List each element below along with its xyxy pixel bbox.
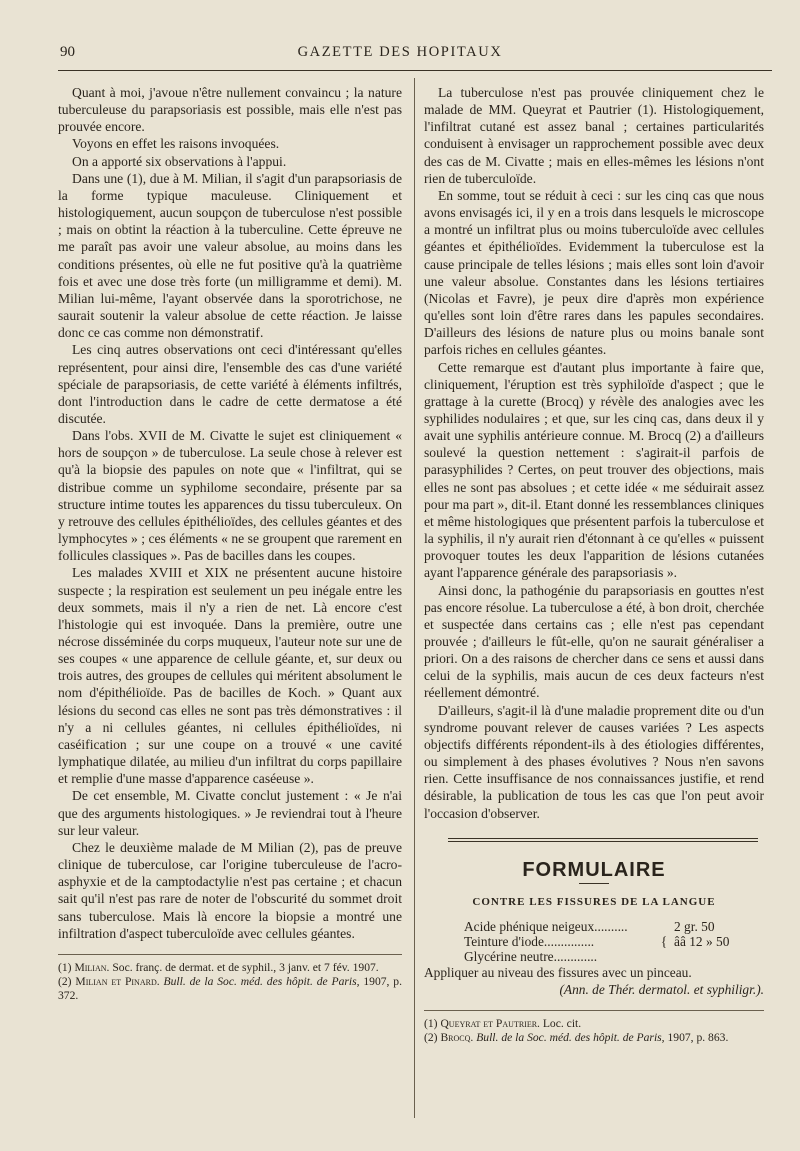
page-number: 90: [60, 44, 75, 60]
formulaire-source: (Ann. de Thér. dermatol. et syphiligr.).: [559, 982, 764, 998]
dose: ââ 12 » 50: [674, 934, 730, 950]
paragraph: Ainsi donc, la pathogénie du parapsoriasis en gouttes n'est pas encore résolue. La tuberculose a été, à bon droit, cherchée et suspectée dans certains cas ; elle n'est pas cependant prouvée ; d'ailleurs le fût-elle, qu'on ne saurait généraliser a priori. On a des raisons de chercher dans ce sens et aussi dans celui de la syphilis, mais aucun de ces deux facteurs n'est réellement démontré.: [424, 582, 764, 701]
column-divider: [414, 78, 415, 1118]
formulaire-instruction: Appliquer au niveau des fissures avec un pinceau.: [424, 965, 692, 981]
paragraph: La tuberculose n'est pas prouvée cliniquement chez le malade de MM. Queyrat et Pautrier (1). Histologiquement, l'infiltrat cutané est assez banal ; certaines particularités conduisent à envisager un rapprochement possible avec deux des cas de M. Civatte ; mais en elles-mêmes les lésions n'ont rien de tuberculoïde.: [424, 85, 764, 186]
paragraph: Cette remarque est d'autant plus importante à faire que, cliniquement, l'éruption est très syphiloïde d'aspect ; que le grattage à la curette (Brocq) y révèle des analogies avec les syphilides nodulaires ; et que, sur les cinq cas, dans deux il y avait une syphilis antérieure connue. M. Brocq (2) a d'ailleurs soulevé la question nettement : s'agirait-il parfois de parasyphilides ? Certes, on peut trouver des objections, mais elles ne sont pas absolues ; et cette idée « me séduirait assez pour ma part », dit-il. Etant donné les ressemblances cliniques et même histologiques que présentent parfois la tuberculose et la syphilis, il n'y aurait rien d'étonnant à ce qu'elles « puissent provoquer toutes les deux l'apparition de lésions cutanées ayant l'apparence générale des parapsoriasis ».: [424, 359, 764, 581]
running-title: GAZETTE DES HOPITAUX: [297, 44, 503, 60]
ingredient: Teinture d'iode...............: [464, 934, 595, 950]
paragraph: D'ailleurs, s'agit-il là d'une maladie proprement dite ou d'un syndrome pouvant relever de causes variées ? Les aspects objectifs différents répondent-ils à des étiologies différentes, ou simplement à des phases évolutives ? Nous n'en savons rien. Cette insuffisance de nos connaissances justifie, et rend désirable, la publication de tous les cas que l'on peut avoir l'occasion d'observer.: [424, 702, 764, 821]
ingredient: Glycérine neutre.............: [464, 949, 598, 965]
paragraph: Voyons en effet les raisons invoquées.: [72, 136, 280, 152]
left-column: [58, 84, 402, 1003]
paragraph: De cet ensemble, M. Civatte conclut justement : « Je n'ai que des arguments histologiques. » Je reviendrai tout à l'heure sur leur valeur.: [58, 788, 402, 838]
right-column: [424, 84, 764, 1045]
footnote-rule: [424, 1010, 764, 1011]
paragraph: Les malades XVIII et XIX ne présentent aucune histoire suspecte ; la respiration est seulement un peu inégale entre les deux sommets, mais il n'y a rien de net. Là encore c'est l'histologie qui est invoquée. Dans la première, outre une nécrose disséminée du corps muqueux, l'auteur note sur une de ses coupes « une apparence de cellule géante, et, sur deux ou trois autres, des groupes de cellules qui méritent absolument le nom d'épithélioïde. Pas de bacilles de Koch. » Quant aux lésions du second cas elles ne sont pas très démonstratives : il n'y a ni cellules géantes, ni cellules épithélioïdes, ni caséification ; sur une coupe on a trouvé « une cavité lymphatique dilatée, au milieu d'un infiltrat du corps papillaire et remplie d'une masse d'apparence caséeuse ».: [58, 565, 402, 787]
paragraph: Chez le deuxième malade de M Milian (2), pas de preuve clinique de tuberculose, car l'origine tuberculeuse de l'acro-asphyxie et de la camptodactylie n'est pas certaine ; et chacun sait qu'il n'est pas rare de noter de l'obscurité du sommet droit sans tuberculose. Mais là encore la biopsie a montré une infiltration d'aspect tuberculoïde avec cellules géantes.: [58, 839, 402, 941]
dose: 2 gr. 50: [674, 919, 715, 935]
footnote-rule: [58, 954, 402, 955]
section-divider: [448, 838, 758, 842]
paragraph: Dans une (1), due à M. Milian, il s'agit d'un parapsoriasis de la forme typique maculeuse. Cliniquement et histologiquement, aucun soupçon de tuberculose n'est possible ; mais on obtint la réaction à la tuberculine. Cette épreuve ne me paraît pas avoir une valeur absolue, au moins dans les conditions présentes, où elle ne fut positive qu'à la quatrième fois et avec une dose très forte (un milligramme et demi). M. Milian lui-même, l'ayant observée dans la sporotrichose, ne saurait soutenir la valeur absolue de cette réaction. Je laisse donc ce cas comme non démonstratif.: [58, 170, 402, 341]
formulaire-subtitle: CONTRE LES FISSURES DE LA LANGUE: [472, 895, 716, 908]
paragraph: Dans l'obs. XVII de M. Civatte le sujet est cliniquement « hors de soupçon » de tuberculose. La seule chose à relever est qu'à la biopsie des papules on note que « l'infiltrat, qui se distribue comme un syphilome secondaire, présente par sa structure intime toutes les apparences du tissu tuberculeux. On y retrouve des cellules épithélioïdes, des cellules géantes et des lymphocytes » ; ces éléments « ne se groupent que rarement en follicules classiques ». Pas de bacilles dans les coupes.: [58, 428, 402, 564]
brace-glyph: {: [660, 934, 668, 950]
paragraph: Quant à moi, j'avoue n'être nullement convaincu ; la nature tuberculeuse du parapsoriasis est possible, mais elle n'est pas prouvée encore.: [58, 85, 402, 135]
paragraph: Les cinq autres observations ont ceci d'intéressant qu'elles représentent, pour ainsi dire, l'ensemble des cas d'une variété spéciale de parapsoriasis, de cette variété à éléments infiltrés, dont l'introduction dans le cadre de cette dermatose a été discutée.: [58, 342, 402, 426]
footnote: (1) Milian. Soc. franç. de dermat. et de syphil., 3 janv. et 7 fév. 1907.: [58, 960, 379, 974]
ingredient: Acide phénique neigeux..........: [464, 919, 628, 935]
title-rule: [579, 883, 609, 884]
footnote: (2) Milian et Pinard. Bull. de la Soc. méd. des hôpit. de Paris, 1907, p. 372.: [58, 974, 403, 1002]
footnote: (1) Queyrat et Pautrier. Loc. cit.: [424, 1017, 582, 1031]
paragraph: En somme, tout se réduit à ceci : sur les cinq cas que nous avons envisagés ici, il y en a trois dans lesquels le microscope a montré un infiltrat plus ou moins tuberculoïde avec cellules géantes et épithélioïdes. Evidemment la tuberculose est la cause principale de telles lésions ; mais elles sont loin d'avoir une valeur absolue. Constantes dans les lésions tertiaires (Nicolas et Favre), je peux dire d'après mon expérience qu'elles sont loin d'être rares dans les papules secondaires. D'ailleurs des lésions de nature plus ou moins banale sont parfois riches en cellules géantes.: [424, 187, 764, 358]
header-rule: [58, 70, 772, 71]
formulaire-title: FORMULAIRE: [522, 858, 666, 881]
footnote: (2) Brocq. Bull. de la Soc. méd. des hôpit. de Paris, 1907, p. 863.: [424, 1031, 729, 1045]
prescription: [464, 919, 764, 964]
paragraph: On a apporté six observations à l'appui.: [72, 153, 287, 169]
